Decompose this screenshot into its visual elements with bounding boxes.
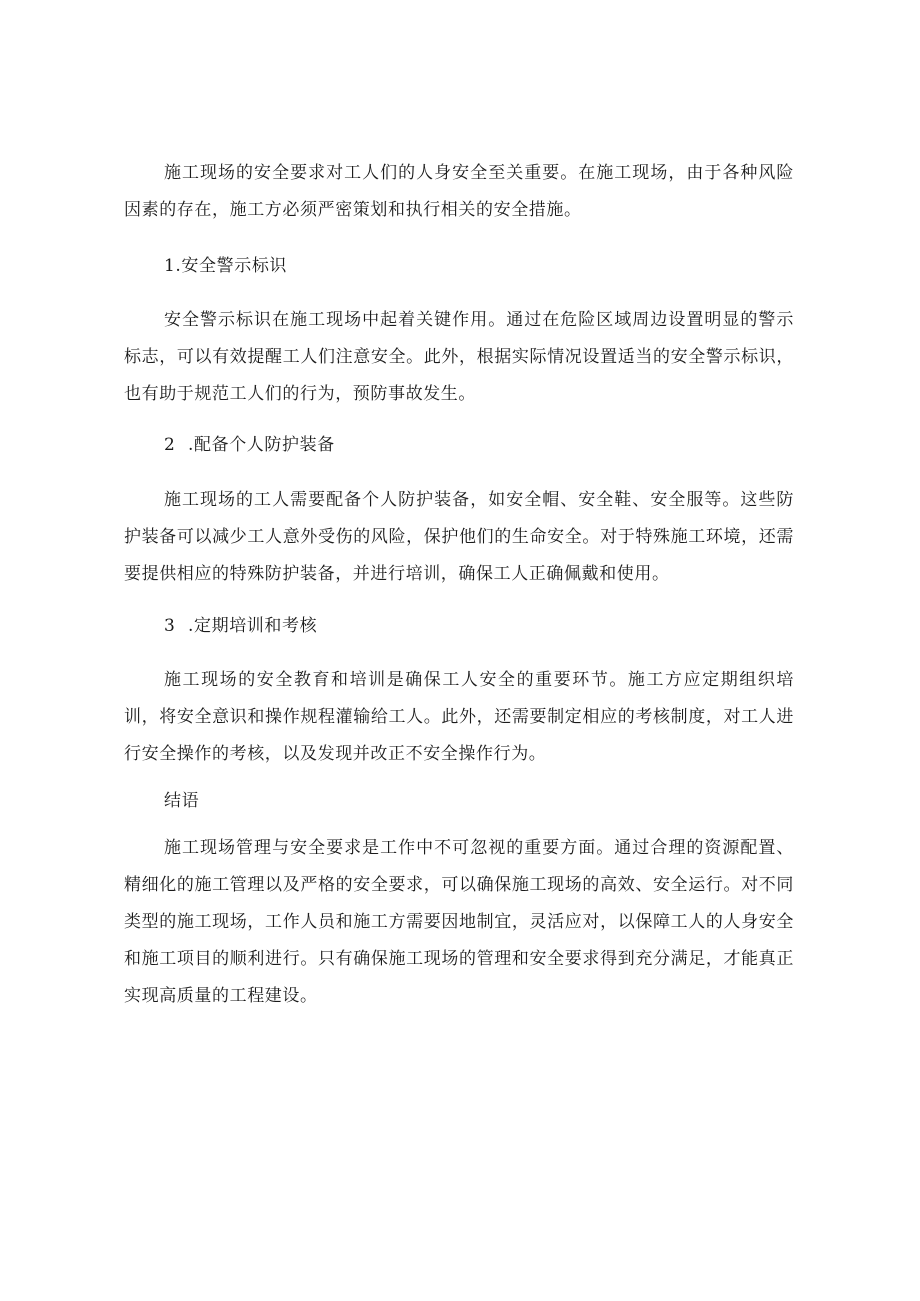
section-2-title: .配备个人防护装备 <box>188 435 335 455</box>
section-1-title: 安全警示标识 <box>181 256 288 276</box>
section-3-body: 施工现场的安全教育和培训是确保工人安全的重要环节。施工方应定期组织培训，将安全意识和操作规程灌输给工人。此外，还需要制定相应的考核制度，对工人进行安全操作的考核，以及发现并改正不安全操作行为。 <box>124 670 794 764</box>
section-3-number: 3 <box>164 616 176 636</box>
section-1-number: 1. <box>164 256 182 276</box>
section-2-number: 2 <box>164 435 176 455</box>
section-2-heading <box>164 432 335 458</box>
conclusion-heading: 结语 <box>164 791 200 811</box>
section-3-title: .定期培训和考核 <box>188 616 318 636</box>
section-1-heading <box>164 253 287 279</box>
section-3-heading <box>164 613 317 639</box>
conclusion-body: 施工现场管理与安全要求是工作中不可忽视的重要方面。通过合理的资源配置、精细化的施工管理以及严格的安全要求，可以确保施工现场的高效、安全运行。对不同类型的施工现场，工作人员和施工方需要因地制宜，灵活应对，以保障工人的人身安全和施工项目的顺利进行。只有确保施工现场的管理和安全要求得到充分满足，才能真正实现高质量的工程建设。 <box>124 838 794 1006</box>
section-2-body: 施工现场的工人需要配备个人防护装备，如安全帽、安全鞋、安全服等。这些防护装备可以减少工人意外受伤的风险，保护他们的生命安全。对于特殊施工环境，还需要提供相应的特殊防护装备，并进行培训，确保工人正确佩戴和使用。 <box>124 490 794 584</box>
intro-paragraph: 施工现场的安全要求对工人们的人身安全至关重要。在施工现场，由于各种风险因素的存在，施工方必须严密策划和执行相关的安全措施。 <box>124 163 794 220</box>
section-1-body: 安全警示标识在施工现场中起着关键作用。通过在危险区域周边设置明显的警示标志，可以有效提醒工人们注意安全。此外，根据实际情况设置适当的安全警示标识，也有助于规范工人们的行为，预防事故发生。 <box>124 310 794 404</box>
